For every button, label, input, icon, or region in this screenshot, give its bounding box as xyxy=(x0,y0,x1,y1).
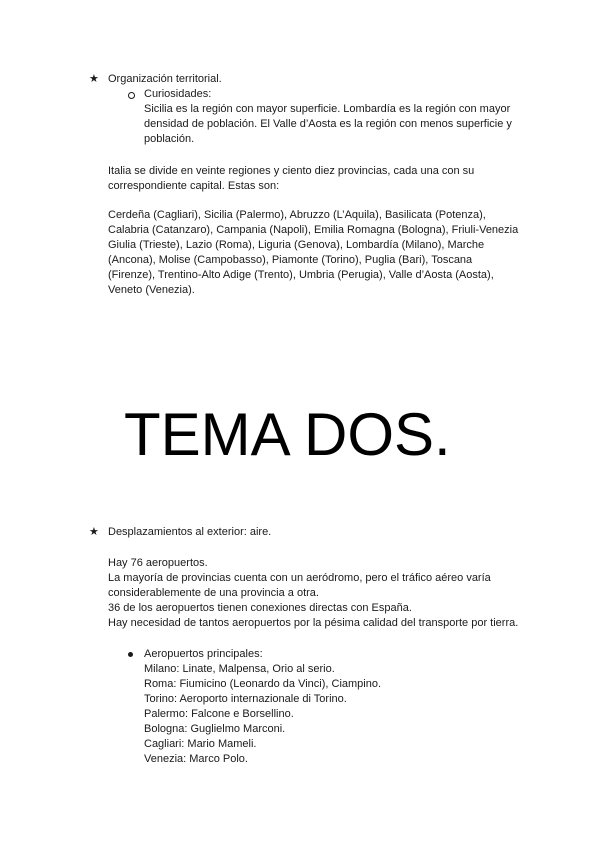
list-item: Bologna: Guglielmo Marconi. xyxy=(144,723,286,735)
intro-paragraph xyxy=(108,164,588,194)
hollow-circle-icon xyxy=(128,92,135,99)
text-line: Italia se divide en veinte regiones y ciento diez provincias, cada una con su xyxy=(108,165,475,177)
regions-paragraph xyxy=(108,208,593,298)
text-line: Giulia (Trieste), Lazio (Roma), Liguria (Genova), Lombardía (Milano), Marche xyxy=(108,239,485,251)
airports-list xyxy=(144,662,584,767)
section2-heading: Desplazamientos al exterior: aire. xyxy=(108,526,272,538)
list-item: Roma: Fiumicino (Leonardo da Vinci), Ciampino. xyxy=(144,678,382,690)
list-item: Cagliari: Mario Mameli. xyxy=(144,738,257,750)
text-line: Hay necesidad de tantos aeropuertos por la pésima calidad del transporte por tierra. xyxy=(108,617,519,629)
text-line: correspondiente capital. Estas son: xyxy=(108,180,280,192)
text-line: Sicilia es la región con mayor superficie. Lombardía es la región con mayor xyxy=(144,103,511,115)
list-item: Venezia: Marco Polo. xyxy=(144,753,248,765)
text-line: (Firenze), Trentino-Alto Adige (Trento), Umbria (Perugia), Valle d’Aosta (Aosta), xyxy=(108,269,494,281)
curiosidades-text xyxy=(144,102,584,147)
text-line: considerablemente de una provincia a otra. xyxy=(108,587,319,599)
list-item: Milano: Linate, Malpensa, Orio al serio. xyxy=(144,663,335,675)
text-line: Calabria (Catanzaro), Campania (Napoli), Emilia Romagna (Bologna), Friuli-Venezia xyxy=(108,224,519,236)
section1-heading: Organización territorial. xyxy=(108,73,222,85)
text-line: Hay 76 aeropuertos. xyxy=(108,557,208,569)
page-title: TEMA DOS. xyxy=(124,401,451,468)
black-star-icon: ★ xyxy=(89,73,99,85)
text-line: Veneto (Venezia). xyxy=(108,284,195,296)
text-line: (Ancona), Molise (Campobasso), Piamonte (Torino), Puglia (Bari), Toscana xyxy=(108,254,473,266)
airports-body xyxy=(108,556,593,631)
text-line: La mayoría de provincias cuenta con un aeródromo, pero el tráfico aéreo varía xyxy=(108,572,491,584)
text-line: 36 de los aeropuertos tienen conexiones directas con España. xyxy=(108,602,412,614)
list-item: Palermo: Falcone e Borsellino. xyxy=(144,708,294,720)
text-line: Cerdeña (Cagliari), Sicilia (Palermo), Abruzzo (L’Aquila), Basilicata (Potenza), xyxy=(108,209,486,221)
airports-heading: Aeropuertos principales: xyxy=(144,648,263,660)
text-line: población. xyxy=(144,133,195,145)
list-item: Torino: Aeroporto internazionale di Torino. xyxy=(144,693,347,705)
filled-dot-icon xyxy=(128,652,133,657)
black-star-icon: ★ xyxy=(89,526,99,538)
text-line: densidad de población. El Valle d’Aosta es la región con menos superficie y xyxy=(144,118,512,130)
curiosidades-heading: Curiosidades: xyxy=(144,88,212,100)
